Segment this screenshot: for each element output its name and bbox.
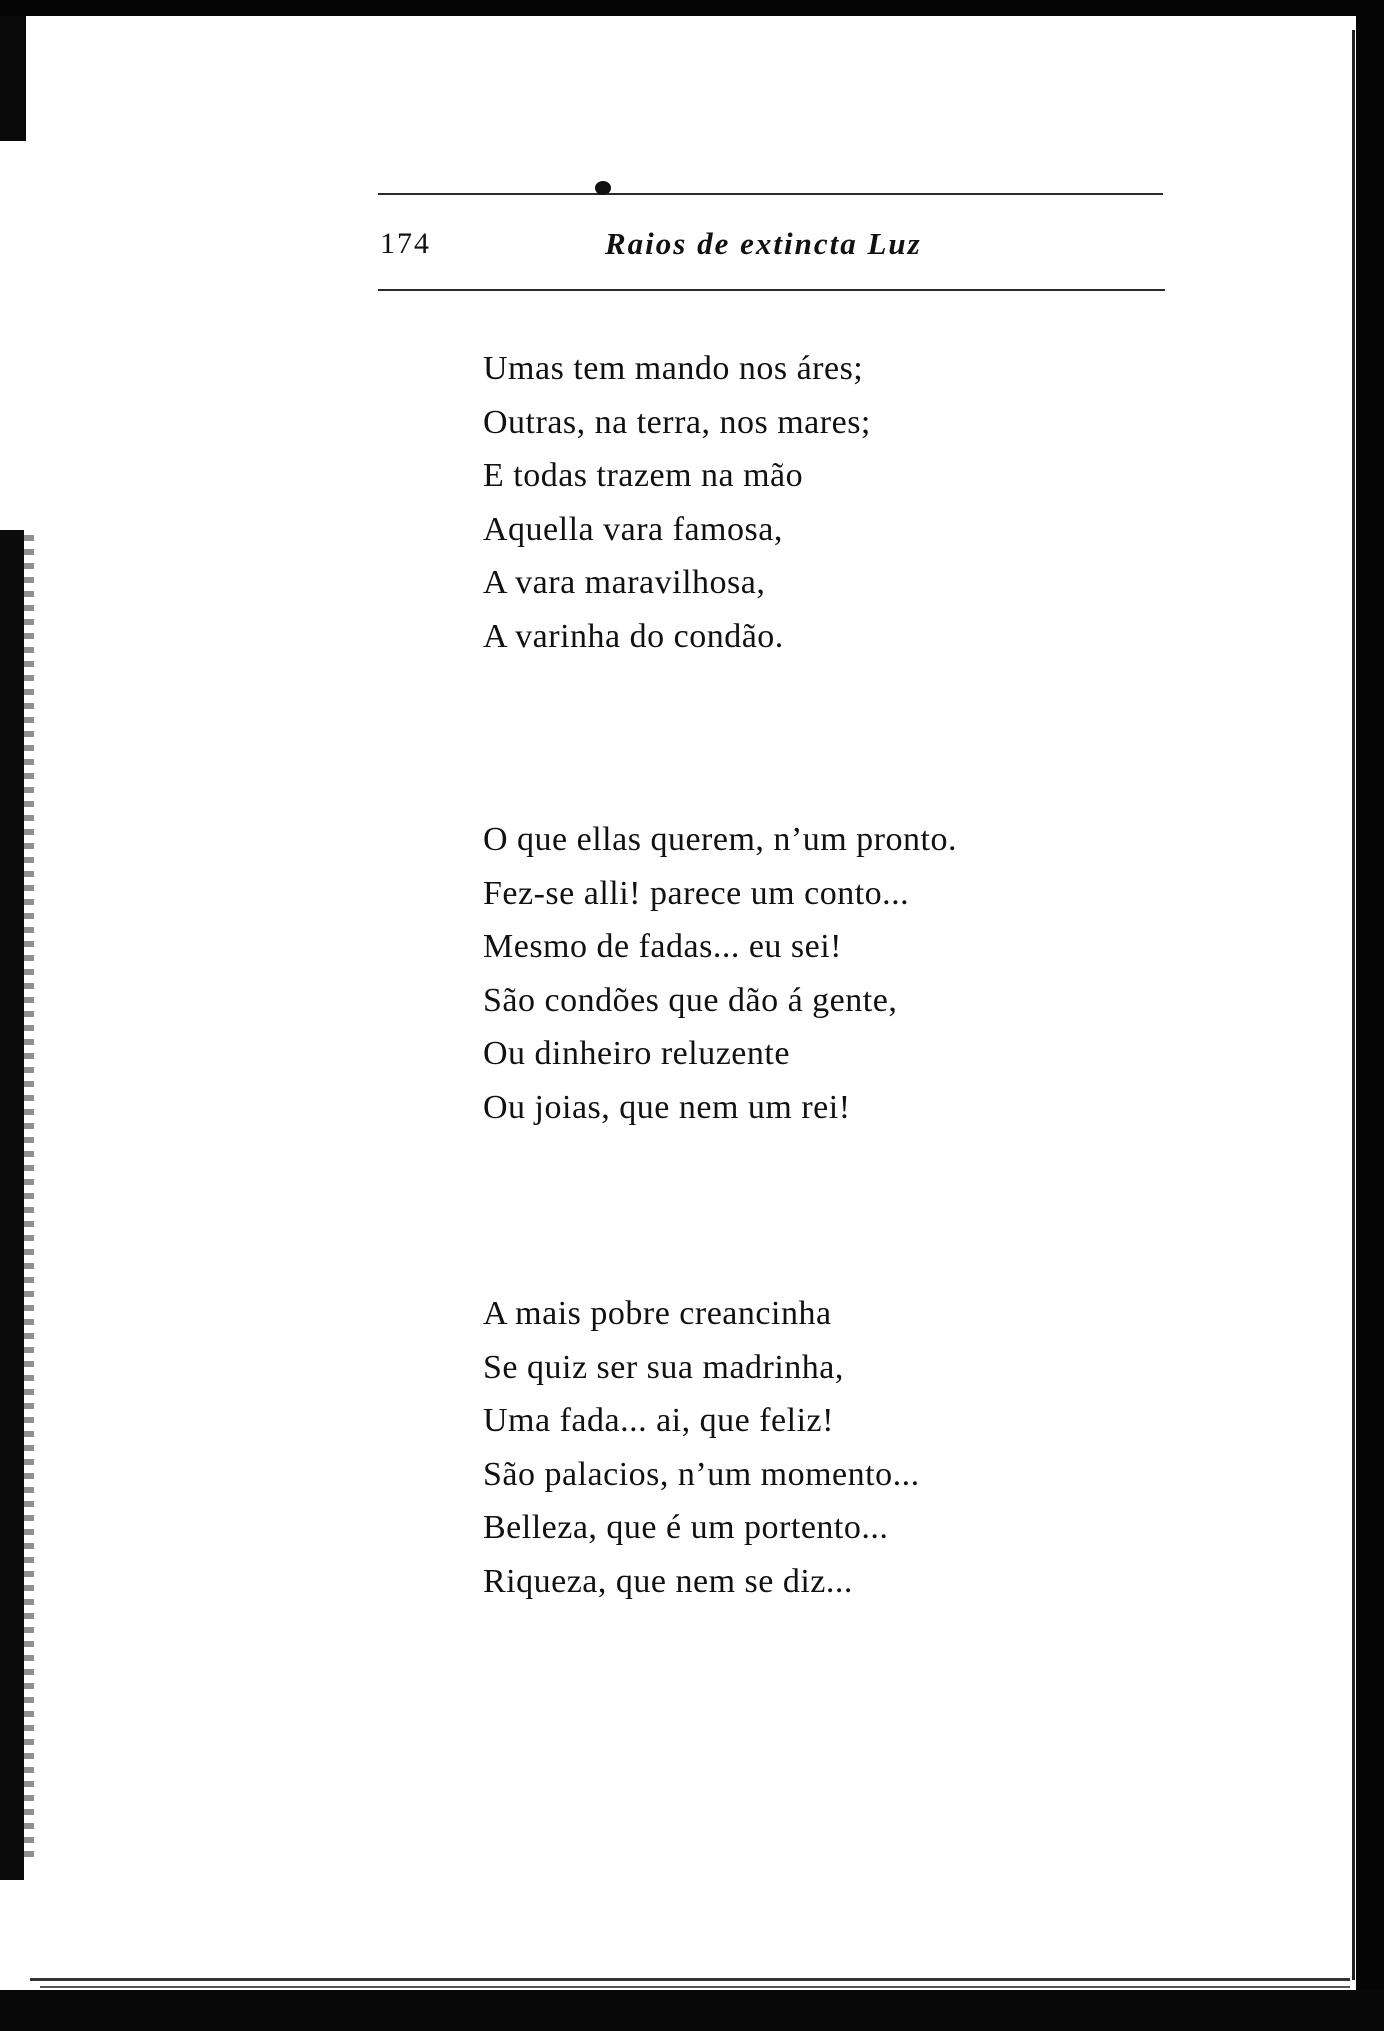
stanza bbox=[483, 1287, 920, 1608]
verse-line: Riqueza, que nem se diz... bbox=[483, 1562, 853, 1600]
ornament-icon bbox=[595, 181, 611, 195]
verse-line: São palacios, n’um momento... bbox=[483, 1455, 920, 1493]
scan-edge-top bbox=[0, 0, 1384, 16]
verse-line: São condões que dão á gente, bbox=[483, 981, 898, 1019]
verse-line: E todas trazem na mão bbox=[483, 457, 804, 494]
verse-line: Aquella vara famosa, bbox=[483, 510, 783, 548]
verse-line: Uma fada... ai, que feliz! bbox=[483, 1402, 834, 1439]
scan-edge-left bbox=[0, 16, 26, 141]
stanza bbox=[483, 813, 957, 1134]
verse-line: Umas tem mando nos áres; bbox=[483, 350, 864, 387]
scan-edge-bottom-line bbox=[40, 1986, 1350, 1988]
verse-line: Ou joias, que nem um rei! bbox=[483, 1088, 851, 1126]
header-rule-top bbox=[378, 193, 1163, 195]
verse-line: Fez-se alli! parece um conto... bbox=[483, 874, 910, 912]
verse-line: O que ellas querem, n’um pronto. bbox=[483, 821, 957, 858]
scan-edge-left bbox=[0, 530, 24, 1880]
scan-edge-right bbox=[1356, 16, 1384, 2031]
scan-edge-right-line bbox=[1352, 30, 1355, 1980]
stanza bbox=[483, 342, 871, 663]
verse-line: A mais pobre creancinha bbox=[483, 1295, 832, 1332]
header-rule-bottom bbox=[378, 289, 1165, 291]
verse-line: Belleza, que é um portento... bbox=[483, 1509, 889, 1546]
verse-line: Se quiz ser sua madrinha, bbox=[483, 1348, 844, 1386]
scan-edge-bottom-line bbox=[30, 1978, 1350, 1981]
verse-line: A vara maravilhosa, bbox=[483, 564, 766, 601]
page-number: 174 bbox=[380, 227, 431, 260]
verse-line: A varinha do condão. bbox=[483, 617, 784, 655]
verse-line: Mesmo de fadas... eu sei! bbox=[483, 928, 843, 965]
scan-edge-left-texture bbox=[24, 535, 34, 1865]
verse-line: Ou dinheiro reluzente bbox=[483, 1035, 790, 1072]
verse-line: Outras, na terra, nos mares; bbox=[483, 403, 871, 441]
scan-edge-bottom bbox=[0, 1990, 1384, 2031]
running-title: Raios de extincta Luz bbox=[605, 226, 922, 261]
